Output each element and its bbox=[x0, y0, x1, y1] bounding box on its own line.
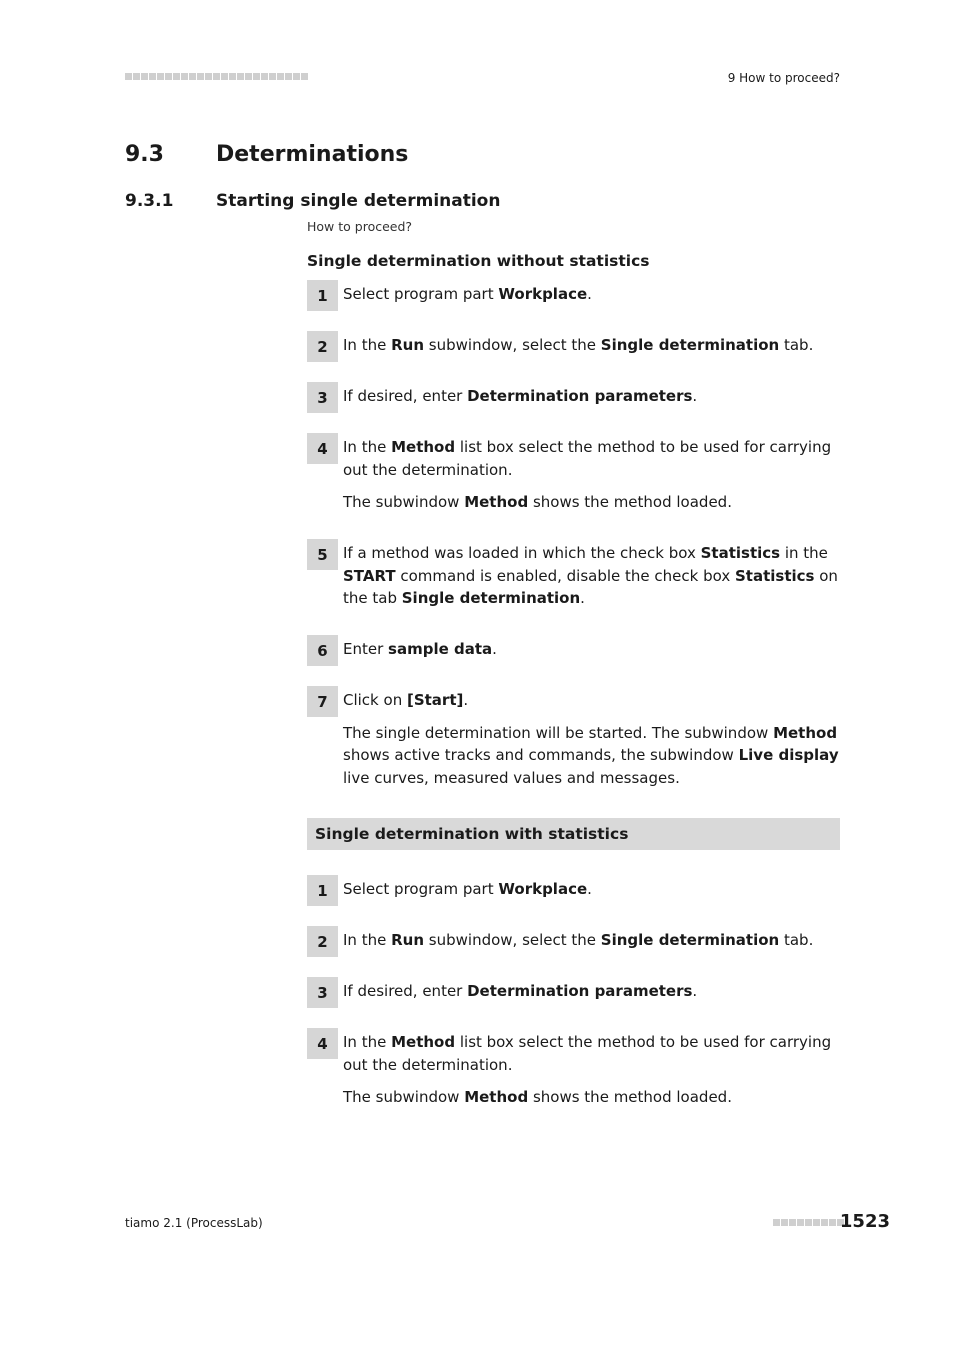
step-body bbox=[343, 686, 840, 789]
step-body bbox=[343, 280, 840, 311]
step-number-badge: 3 bbox=[307, 977, 338, 1008]
decoration-square bbox=[125, 73, 132, 80]
step-instruction: In the Method list box select the method to be used for carrying out the determination. bbox=[343, 438, 832, 479]
decoration-square bbox=[813, 1219, 820, 1226]
decoration-square bbox=[789, 1219, 796, 1226]
step-instruction: Click on [Start]. bbox=[343, 691, 469, 709]
step-number-badge: 1 bbox=[307, 875, 338, 906]
decoration-square bbox=[221, 73, 228, 80]
decoration-square bbox=[277, 73, 284, 80]
step-instruction: If desired, enter Determination parameters. bbox=[343, 387, 698, 405]
decoration-square bbox=[797, 1219, 804, 1226]
step-instruction: If a method was loaded in which the check box Statistics in the START command is enabled, disable the check box Statistics on the tab Single determination. bbox=[343, 544, 838, 607]
decoration-square bbox=[301, 73, 308, 80]
step-number-badge: 1 bbox=[307, 280, 338, 311]
without-stats-step-2 bbox=[307, 331, 840, 362]
step-body bbox=[343, 875, 840, 906]
page-number: 1523 bbox=[839, 1211, 890, 1232]
without-stats-step-3 bbox=[307, 382, 840, 413]
decoration-square bbox=[213, 73, 220, 80]
step-number-badge: 3 bbox=[307, 382, 338, 413]
decoration-square bbox=[189, 73, 196, 80]
step-body bbox=[343, 926, 840, 957]
subsection-number: 9.3.1 bbox=[125, 191, 174, 211]
intro-text: How to proceed? bbox=[307, 219, 413, 234]
decoration-square bbox=[269, 73, 276, 80]
footer-decoration bbox=[773, 1219, 844, 1226]
step-number-badge: 4 bbox=[307, 433, 338, 464]
header-decoration bbox=[125, 73, 308, 80]
step-body bbox=[343, 1028, 840, 1109]
step-instruction: Enter sample data. bbox=[343, 640, 497, 658]
step-instruction: In the Method list box select the method to be used for carrying out the determination. bbox=[343, 1033, 832, 1074]
decoration-square bbox=[293, 73, 300, 80]
with-stats-step-4 bbox=[307, 1028, 840, 1109]
without-stats-step-6 bbox=[307, 635, 840, 666]
with-statistics-heading: Single determination with statistics bbox=[307, 818, 840, 850]
without-stats-step-5 bbox=[307, 539, 840, 610]
decoration-square bbox=[149, 73, 156, 80]
decoration-square bbox=[805, 1219, 812, 1226]
step-body bbox=[343, 382, 840, 413]
decoration-square bbox=[229, 73, 236, 80]
step-instruction: In the Run subwindow, select the Single determination tab. bbox=[343, 336, 814, 354]
decoration-square bbox=[141, 73, 148, 80]
step-result: The subwindow Method shows the method loaded. bbox=[343, 493, 732, 511]
decoration-square bbox=[237, 73, 244, 80]
section-title: Determinations bbox=[216, 142, 409, 167]
step-number-badge: 6 bbox=[307, 635, 338, 666]
decoration-square bbox=[773, 1219, 780, 1226]
step-body bbox=[343, 977, 840, 1008]
with-stats-step-1 bbox=[307, 875, 840, 906]
decoration-square bbox=[829, 1219, 836, 1226]
decoration-square bbox=[205, 73, 212, 80]
with-stats-step-3 bbox=[307, 977, 840, 1008]
footer-product: tiamo 2.1 (ProcessLab) bbox=[125, 1216, 263, 1230]
running-header: 9 How to proceed? bbox=[727, 71, 840, 85]
decoration-square bbox=[245, 73, 252, 80]
step-number-badge: 4 bbox=[307, 1028, 338, 1059]
decoration-square bbox=[173, 73, 180, 80]
step-body bbox=[343, 539, 840, 610]
decoration-square bbox=[821, 1219, 828, 1226]
step-number-badge: 2 bbox=[307, 331, 338, 362]
without-stats-step-7 bbox=[307, 686, 840, 789]
decoration-square bbox=[181, 73, 188, 80]
without-stats-step-1 bbox=[307, 280, 840, 311]
step-body bbox=[343, 331, 840, 362]
step-number-badge: 7 bbox=[307, 686, 338, 717]
decoration-square bbox=[197, 73, 204, 80]
decoration-square bbox=[261, 73, 268, 80]
step-instruction: If desired, enter Determination parameters. bbox=[343, 982, 698, 1000]
step-instruction: Select program part Workplace. bbox=[343, 880, 592, 898]
step-instruction: In the Run subwindow, select the Single determination tab. bbox=[343, 931, 814, 949]
subsection-title: Starting single determination bbox=[216, 191, 501, 211]
section-heading bbox=[125, 142, 408, 167]
step-result: The subwindow Method shows the method loaded. bbox=[343, 1088, 732, 1106]
step-number-badge: 5 bbox=[307, 539, 338, 570]
step-number-badge: 2 bbox=[307, 926, 338, 957]
without-stats-step-4 bbox=[307, 433, 840, 514]
decoration-square bbox=[165, 73, 172, 80]
section-number: 9.3 bbox=[125, 142, 164, 167]
without-statistics-heading: Single determination without statistics bbox=[307, 252, 650, 270]
decoration-square bbox=[781, 1219, 788, 1226]
decoration-square bbox=[157, 73, 164, 80]
step-body bbox=[343, 433, 840, 514]
with-stats-step-2 bbox=[307, 926, 840, 957]
subsection-heading bbox=[125, 191, 500, 211]
step-instruction: Select program part Workplace. bbox=[343, 285, 592, 303]
step-result: The single determination will be started. The subwindow Method shows active tracks and commands, the subwindow Live display live curves, measured values and messages. bbox=[343, 723, 839, 787]
decoration-square bbox=[253, 73, 260, 80]
decoration-square bbox=[285, 73, 292, 80]
step-body bbox=[343, 635, 840, 666]
decoration-square bbox=[133, 73, 140, 80]
